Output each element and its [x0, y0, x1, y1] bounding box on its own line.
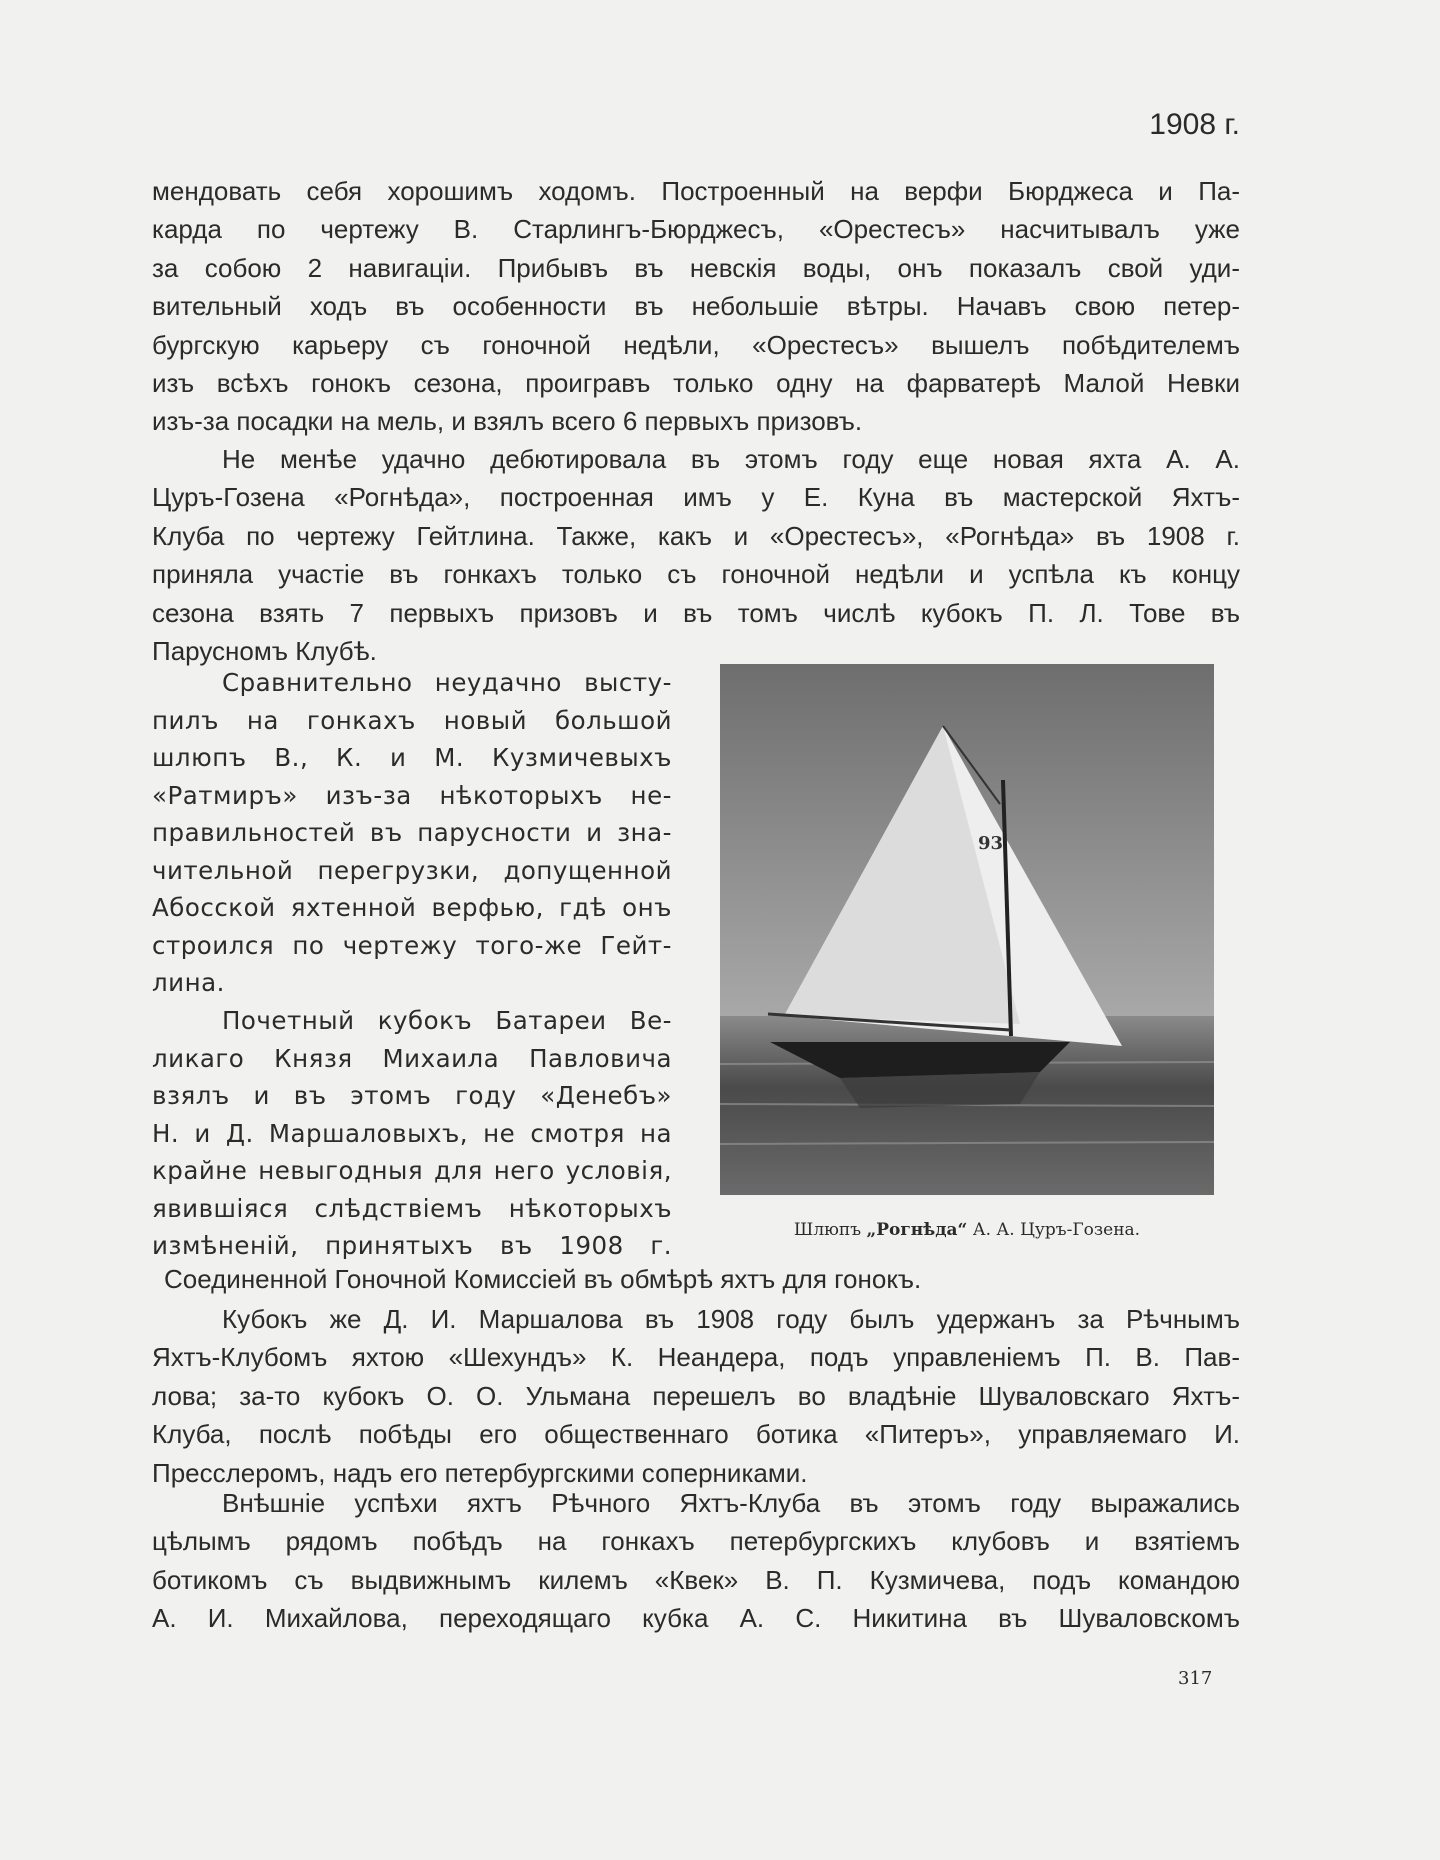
caption-owner: А. А. Цуръ-Гозена.: [972, 1220, 1141, 1240]
caption-yacht-name: „Рогнѣда“: [866, 1220, 968, 1240]
text-line: пилъ на гонкахъ новый большой: [152, 705, 672, 735]
text-line: вительный ходъ въ особенности въ небольшіе вѣтры. Начавъ свою петер-: [152, 291, 1240, 322]
text-line: Клуба по чертежу Гейтлина. Также, какъ и «Орестесъ», «Рогнѣда» въ 1908 г.: [152, 520, 1240, 551]
text-line: Соединенной Гоночной Комиссіей въ обмѣрѣ яхтъ для гонокъ.: [164, 1264, 922, 1294]
text-line: Цуръ-Гозена «Рогнѣда», построенная имъ у Е. Куна въ мастерской Яхтъ-: [152, 482, 1240, 513]
text-line: ликаго Князя Михаила Павловича: [152, 1043, 672, 1073]
text-line: Яхтъ-Клубомъ яхтою «Шехундъ» К. Неандера, подъ управленіемъ П. В. Пав-: [152, 1342, 1240, 1373]
text-line: сезона взять 7 первыхъ призовъ и въ томъ числѣ кубокъ П. Л. Тове въ: [152, 597, 1240, 628]
text-line: измѣненій, принятыхъ въ 1908 г.: [152, 1231, 672, 1260]
text-line: изъ-за посадки на мель, и взялъ всего 6 первыхъ призовъ.: [152, 406, 863, 437]
text-line: приняла участіе въ гонкахъ только съ гоночной недѣли и успѣла къ концу: [152, 559, 1240, 590]
text-line: взялъ и въ этомъ году «Денебъ»: [152, 1081, 672, 1110]
text-line: карда по чертежу В. Старлингъ-Бюрджесъ, «Орестесъ» насчитывалъ уже: [152, 214, 1240, 245]
text-line: Внѣшніе успѣхи яхтъ Рѣчного Яхтъ-Клуба въ этомъ году выражались: [222, 1488, 1240, 1518]
text-line: Клуба, послѣ побѣды его общественнаго ботика «Питеръ», управляемаго И.: [152, 1419, 1240, 1450]
text-line: Почетный кубокъ Батареи Ве-: [222, 1006, 672, 1035]
caption-prefix: Шлюпъ: [793, 1220, 862, 1240]
text-line: явившіяся слѣдствіемъ нѣкоторыхъ: [152, 1193, 672, 1223]
text-line: Н. и Д. Маршаловыхъ, не смотря на: [152, 1118, 672, 1148]
text-line: мендовать себя хорошимъ ходомъ. Построенный на верфи Бюрджеса и Па-: [152, 176, 1240, 206]
figure-caption: [720, 1220, 1214, 1240]
text-line: Пресслеромъ, надъ его петербургскими соперниками.: [152, 1457, 808, 1488]
text-line: Абосской яхтенной верфью, гдѣ онъ: [152, 893, 672, 922]
text-line: цѣлымъ рядомъ побѣдъ на гонкахъ петербургскихъ клубовъ и взятіемъ: [152, 1526, 1240, 1557]
sailboat-photo: [720, 664, 1214, 1195]
page-number: 317: [1178, 1668, 1213, 1689]
text-line: ботикомъ съ выдвижнымъ килемъ «Квек» В. П. Кузмичева, подъ командою: [152, 1564, 1240, 1595]
text-line: бургскую карьеру съ гоночной недѣли, «Орестесъ» вышелъ побѣдителемъ: [152, 329, 1240, 360]
text-line: лина.: [152, 968, 225, 997]
text-line: изъ всѣхъ гонокъ сезона, проигравъ только одну на фарватерѣ Малой Невки: [152, 368, 1240, 398]
text-line: Не менѣе удачно дебютировала въ этомъ году еще новая яхта А. А.: [222, 444, 1240, 474]
text-line: шлюпъ В., К. и М. Кузмичевыхъ: [152, 743, 672, 772]
text-line: Кубокъ же Д. И. Маршалова въ 1908 году былъ удержанъ за Рѣчнымъ: [222, 1304, 1240, 1334]
running-title: 1908 г.: [1149, 108, 1240, 141]
text-line: за собою 2 навигаціи. Прибывъ въ невскія воды, онъ показалъ свой уди-: [152, 252, 1240, 283]
text-line: лова; за-то кубокъ О. О. Ульмана перешелъ во владѣніе Шуваловскаго Яхтъ-: [152, 1380, 1240, 1411]
text-line: «Ратмиръ» изъ-за нѣкоторыхъ не-: [152, 780, 672, 810]
text-line: чительной перегрузки, допущенной: [152, 855, 672, 885]
text-line: крайне невыгодныя для него условія,: [152, 1156, 672, 1185]
text-line: Парусномъ Клубѣ.: [152, 636, 377, 666]
sail-number: 93: [978, 833, 1004, 854]
text-line: Сравнительно неудачно высту-: [222, 668, 672, 697]
text-line: строился по чертежу того-же Гейт-: [152, 930, 672, 960]
text-line: правильностей въ парусности и зна-: [152, 818, 672, 847]
text-line: А. И. Михайлова, переходящаго кубка А. С. Никитина въ Шуваловскомъ: [152, 1603, 1240, 1634]
